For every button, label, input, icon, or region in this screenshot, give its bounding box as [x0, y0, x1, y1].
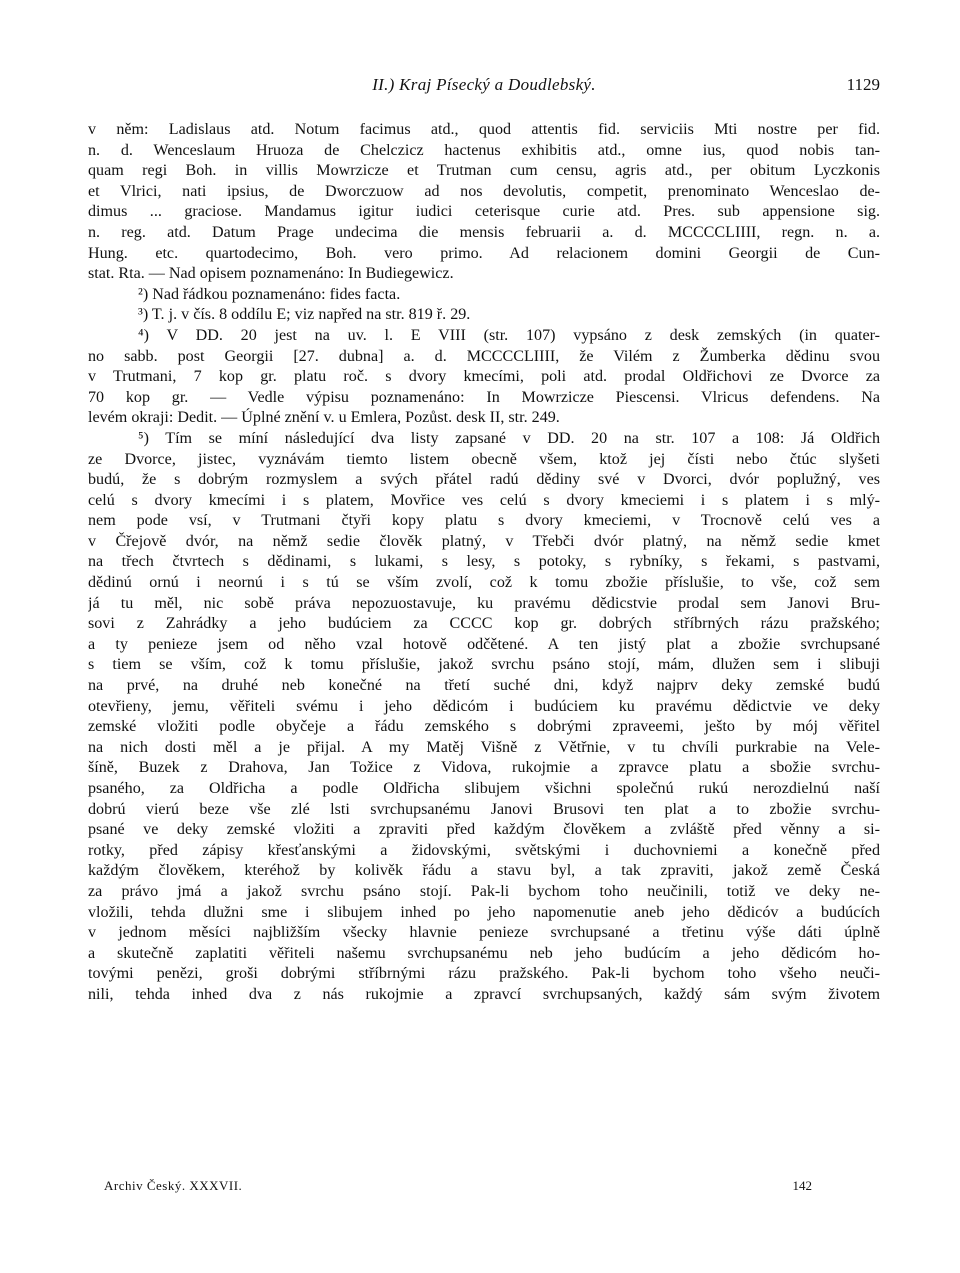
text-line: otevřieny, jemu, věřiteli svému i jeho dědicóm i budúciem ku pravému dědictvie ve deky [88, 697, 880, 715]
text-line: a ty penieze jsem od něho vzal hotově odčětené. A ten jistý plat a zbožie svrchupsané [88, 635, 880, 653]
text-line: každým člověkem, kteréhož by kolivěk řádu a stavu byl, a tak zpraviti, jakož země Česká [88, 862, 880, 880]
text-line: nem pode vsí, v Trutmani čtyři kopy platu s dvory kmeciemi, v Trocnově celú ves a [88, 512, 880, 530]
text-line: ⁴) V DD. 20 jest na uv. l. E VIII (str. 107) vypsáno z desk zemských (in quater- [138, 326, 880, 344]
text-line: já tu měl, nic sobě práva nepozuostavuje, ku pravému dědicstvie prodal sem Janovi Bru- [88, 594, 880, 612]
text-line: dobrú vierú beze vše zlé lsti svrchupsanému Janovi Brusovi ten plat a to zbožie svrchu- [88, 800, 880, 818]
text-line: quam regi Boh. in villis Mowrzicze et Trutman cum censu, agris atd., per obitum Lyczkonis [88, 162, 880, 180]
text-line: dimus ... graciose. Mandamus igitur iudici ceterisque curie atd. Pres. sub appensione sig. [88, 203, 880, 221]
text-line: na třech čtvrtech s dědinami, s lukami, s lesy, s potoky, s rybníky, s řekami, s pastvami, [88, 553, 880, 571]
text-line: et Vlrici, nati ipsius, de Dworczuow ad nos devolutis, competit, prenominato Wenceslao de- [88, 182, 880, 200]
text-line: na nich dosti měl a je přijal. A my Matěj Višně z Větřnie, v tu chvíli purkrabie na Vele- [88, 738, 880, 756]
text-line: ze Dvorce, jistec, vyznávám tiemto listem obecně všem, ktož jej čísti nebo čtúc slyšeti [88, 450, 880, 468]
text-line: dědinú ornú i neornú i s tú se vším zvolí, což k tomu zbožie příslušie, to vše, což sem [88, 574, 880, 592]
text-line: nili, tehda inhed dva z nás rukojmie a zpravcí svrchupsaných, každý sám svým životem [88, 985, 880, 1003]
running-title: II.) Kraj Písecký a Doudlebský. [372, 75, 596, 94]
text-line: sovi z Zahrádky a jeho budúciem za CCCC kop gr. dobrých stříbrných rázu pražského; [88, 615, 880, 633]
text-line: a skutečně zaplatiti věřiteli našemu svrchupsanému neb jeho budúcím a jeho dědicóm ho- [88, 944, 880, 962]
text-line: celú s dvory kmecími i s platem, Movřice ves celú s dvory kmeciemi i s platem i s mlý- [88, 491, 880, 509]
body-text [88, 120, 880, 1006]
page-number: 1129 [846, 75, 880, 94]
text-line: ²) Nad řádkou poznamenáno: fides facta. [138, 285, 401, 303]
text-line: ⁵) Tím se míní následující dva listy zapsané v DD. 20 na str. 107 a 108: Já Oldřich [138, 429, 880, 447]
text-line: ³) T. j. v čís. 8 oddílu E; viz napřed na str. 819 ř. 29. [138, 306, 471, 324]
text-line: Hung. etc. quartodecimo, Boh. vero primo. Ad relacionem domini Georgii de Cun- [88, 244, 880, 262]
text-line: vložili, tehda dlužni sme i slibujem inhed po jeho napomenutie aneb jeho dědicóv a budúcích [88, 903, 880, 921]
printer-signature: Archiv Český. XXXVII. [104, 1178, 243, 1193]
text-line: s tiem se vším, což k tomu příslušie, jakož svrchu psáno stojí, mám, dlužen sem i slibuji [88, 656, 880, 674]
text-line: zemské vložiti podle obyčeje a řádu zemského s dobrými zpraveemi, ješto by mój věřitel [88, 718, 880, 736]
text-line: n. reg. atd. Datum Prage undecima die mensis februarii a. d. MCCCCLIIII, regn. n. a. [88, 223, 880, 241]
text-line: za právo jmá a jakož svrchu psáno stojí. Pak-li bychom toho neučinili, totiž ve deky ne- [88, 882, 880, 900]
text-line: v Trutmani, 7 kop gr. platu roč. s dvory kmecími, poli atd. prodal Oldřichovi ze Dvorce za [88, 368, 880, 386]
text-line: v něm: Ladislaus atd. Notum facimus atd., quod attentis fid. serviciis Mti nostre per fid. [88, 121, 880, 138]
page-header [88, 75, 880, 99]
text-line: stat. Rta. — Nad opisem poznamenáno: In Budiegewicz. [88, 265, 454, 283]
text-line: n. d. Wenceslaum Hruoza de Chelczicz hactenus exhibitis atd., omne ius, quod nobis tan- [88, 141, 880, 159]
text-line: psané ve deky zemské vložiti a zpraviti před každým člověkem a zvláště před věnny a si- [88, 821, 880, 839]
text-line: psaného, za Oldřicha a podle Oldřicha slibujem všichni společnú rukú nerozdielnú naší [88, 780, 880, 797]
text-line: šíně, Buzek z Drahova, Jan Tožice z Vidova, rukojmie a zpravce platu a sbožie svrchu- [88, 759, 880, 777]
text-line: v Čřejově dvór, na němž sedie člověk platný, v Třebči dvór platný, na němž sedie kmet [88, 532, 880, 550]
text-line: budú, že s dobrým rozmyslem a svých přátel radú dědiny své v Dvorci, dvór poplužný, ves [88, 471, 880, 489]
text-line: 70 kop gr. — Vedle výpisu poznamenáno: In Mowrzicze Piescensi. Vlricus defendens. Na [88, 388, 880, 406]
text-line: v jednom měsíci najbližším všecky hlavnie penieze svrchupsané a třetinu výše dáti úplně [88, 924, 880, 942]
text-line: tovými penězi, groši dobrými stříbrnými rázu pražského. Pak-li bychom toho všeho neuči- [88, 965, 880, 983]
text-line: rotky, před zápisy křesťanskými a židovskými, světskými i duchovniemi a konečně před [88, 841, 880, 859]
text-line: na prvé, na druhé neb konečné na třetí suché dni, když najprv deky zemské budú [88, 677, 880, 695]
sheet-number: 142 [792, 1178, 812, 1193]
text-line: no sabb. post Georgii [27. dubna] a. d. MCCCCLIIII, že Vilém z Žumberka dědinu svou [88, 347, 880, 365]
page-footer [104, 1178, 812, 1198]
text-line: levém okraji: Dedit. — Úplné znění v. u Emlera, Pozůst. desk II, str. 249. [88, 409, 560, 427]
